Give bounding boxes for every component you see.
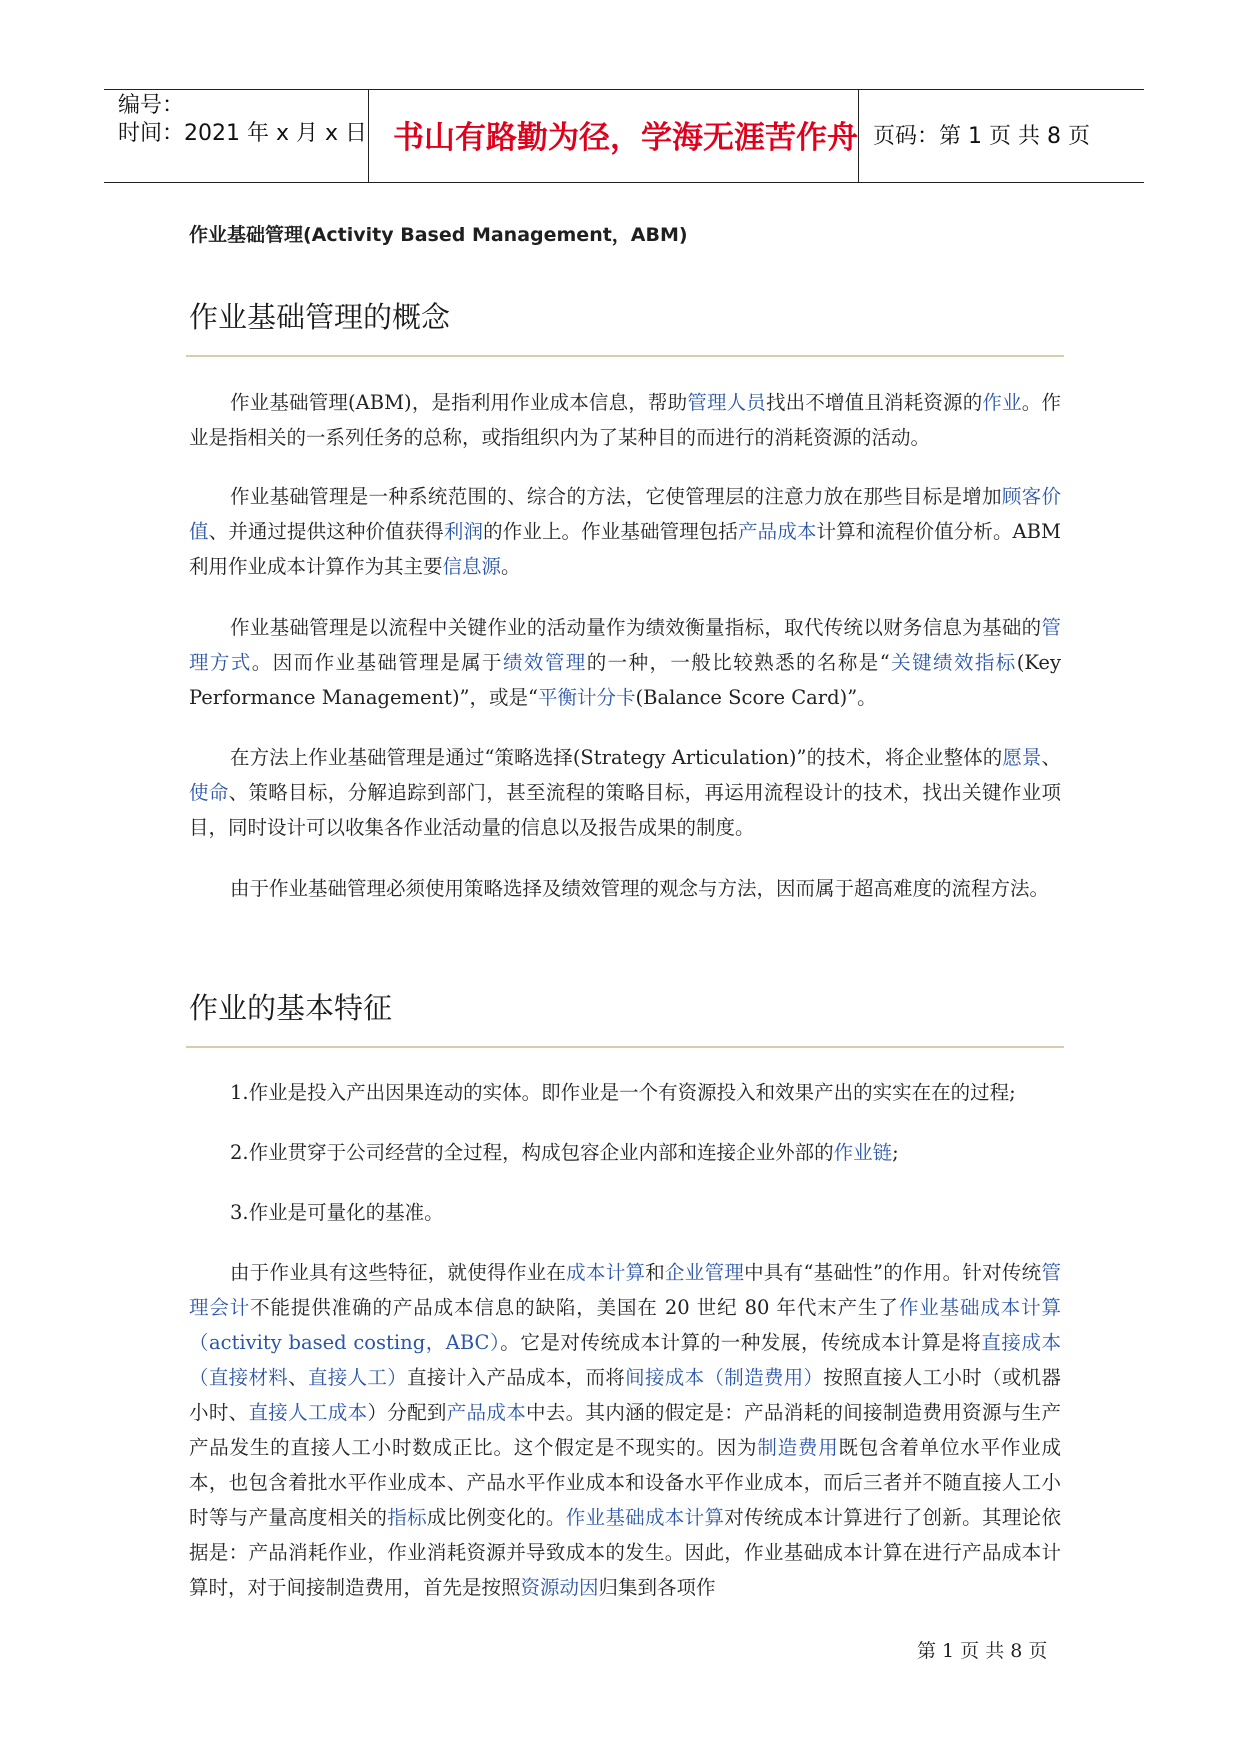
paragraph-5 (189, 871, 1061, 906)
paragraph-text: 按照直接人工小时（或机器小时、 (189, 1366, 1061, 1424)
inline-link[interactable]: 绩效管理 (502, 651, 587, 674)
paragraph-text: 直接计入产品成本，而将 (407, 1366, 626, 1389)
inline-link[interactable]: 产品成本 (446, 1401, 527, 1424)
paragraph-4 (189, 740, 1061, 845)
section-rule-concept (186, 355, 1064, 357)
inline-link[interactable]: 作业基础成本计算（activity based costing，ABC） (189, 1296, 1061, 1354)
paragraph-text: 由于作业具有这些特征，就使得作业在 (230, 1261, 567, 1284)
list-item-2 (230, 1135, 1070, 1170)
header-page-label: 页码：第 1 页 共 8 页 (873, 124, 1090, 149)
inline-link[interactable]: 直接人工） (307, 1366, 408, 1389)
paragraph-text: 找出不增值且消耗资源的 (765, 391, 983, 414)
paragraph-2 (189, 479, 1061, 584)
paragraph-text: 计算和流程价值分析。ABM 利用作业成本计算作为其主要 (189, 520, 1061, 578)
header-time-label: 时间：2021 年 x 月 x 日 (118, 121, 367, 146)
document-title: 作业基础管理(Activity Based Management，ABM) (189, 224, 688, 246)
inline-link[interactable]: 愿景 (1002, 746, 1042, 769)
inline-link[interactable]: 产品成本 (738, 520, 817, 543)
paragraph-text: 归集到各项作 (598, 1576, 716, 1599)
paragraph-text: 和 (645, 1261, 666, 1284)
inline-link[interactable]: 作业基础成本计算 (565, 1506, 725, 1529)
section-heading-concept: 作业基础管理的概念 (189, 300, 451, 334)
paragraph-text: 中去。其内涵的假定是：产品消耗的间接制造费用资源与生产产品发生的直接人工小时数成正比。这个假定是不现实的。因为 (189, 1401, 1061, 1459)
paragraph-text: 对传统成本计算进行了创新。其理论依据是：产品消耗作业，作业消耗资源并导致成本的发生。因此，作业基础成本计算在进行产品成本计算时，对于间接制造费用，首先是按照 (189, 1506, 1061, 1599)
inline-link[interactable]: 资源动因 (520, 1576, 599, 1599)
section-heading-features: 作业的基本特征 (189, 991, 393, 1025)
paragraph-text: 中具有“基础性”的作用。针对传统 (744, 1261, 1042, 1284)
paragraph-text: 在方法上作业基础管理是通过“策略选择(Strategy Articulation)”的技术，将企业整体的 (230, 746, 1003, 769)
inline-link[interactable]: 管理会计 (189, 1261, 1061, 1319)
inline-link[interactable]: 制造费用 (757, 1436, 839, 1459)
paragraph-text: ; (892, 1141, 899, 1164)
header-divider-left (368, 90, 369, 183)
paragraph-text: 作业基础管理(ABM)，是指利用作业成本信息，帮助 (230, 391, 688, 414)
paragraph-text: ）分配到 (367, 1401, 447, 1424)
paragraph-text: 成比例变化的。 (426, 1506, 566, 1529)
header-number-label: 编号： (118, 93, 185, 118)
paragraph-text: 2.作业贯穿于公司经营的全过程，构成包容企业内部和连接企业外部的 (230, 1141, 834, 1164)
paragraph-text: 由于作业基础管理必须使用策略选择及绩效管理的观念与方法，因而属于超高难度的流程方法。 (230, 877, 1050, 900)
list-item-1 (230, 1075, 1070, 1110)
inline-link[interactable]: 指标 (387, 1506, 427, 1529)
paragraph-1 (189, 385, 1061, 455)
paragraph-6 (189, 1255, 1061, 1605)
inline-link[interactable]: 管理人员 (687, 391, 766, 414)
inline-link[interactable]: 关键绩效指标 (889, 651, 1017, 674)
inline-link[interactable]: 企业管理 (665, 1261, 745, 1284)
paragraph-text: 。 (501, 555, 521, 578)
inline-link[interactable]: 间接成本（制造费用） (625, 1366, 824, 1389)
paragraph-text: (Key Performance Management)”，或是“ (189, 651, 1061, 709)
section-rule-features (186, 1046, 1064, 1048)
paragraph-text: 不能提供准确的产品成本信息的缺陷，美国在 20 世纪 80 年代末产生了 (250, 1296, 899, 1319)
page-footer: 第 1 页 共 8 页 (917, 1640, 1048, 1662)
inline-link[interactable]: 作业链 (833, 1141, 893, 1164)
paragraph-text: 。因而作业基础管理是属于 (251, 651, 503, 674)
inline-link[interactable]: 使命 (189, 781, 229, 804)
paragraph-text: 1.作业是投入产出因果连动的实体。即作业是一个有资源投入和效果产出的实实在在的过程; (230, 1081, 1016, 1104)
inline-link[interactable]: 利润 (443, 520, 484, 543)
paragraph-text: 、并通过提供这种价值获得 (208, 520, 444, 543)
paragraph-text: 既包含着单位水平作业成本，也包含着批水平作业成本、产品水平作业成本和设备水平作业成本，而后三者并不随直接人工小时等与产量高度相关的 (189, 1436, 1061, 1529)
inline-link[interactable]: 平衡计分卡 (538, 686, 636, 709)
paragraph-text: 的一种，一般比较熟悉的名称是“ (586, 651, 890, 674)
inline-link[interactable]: 直接人工成本 (248, 1401, 368, 1424)
inline-link[interactable]: 直接成本（直接材料 (189, 1331, 1061, 1389)
header-top-rule (104, 89, 1144, 90)
header-bottom-rule (104, 182, 1144, 183)
list-item-3 (230, 1195, 1070, 1230)
inline-link[interactable]: 作业 (982, 391, 1022, 414)
paragraph-text: 作业基础管理是一种系统范围的、综合的方法，它使管理层的注意力放在那些目标是增加 (230, 485, 1002, 508)
header-motto: 书山有路勤为径，学海无涯苦作舟 (393, 120, 858, 156)
paragraph-text: 3.作业是可量化的基准。 (230, 1201, 444, 1224)
paragraph-text: 、策略目标，分解追踪到部门，甚至流程的策略目标，再运用流程设计的技术，找出关键作业项目，同时设计可以收集各作业活动量的信息以及报告成果的制度。 (189, 781, 1061, 839)
paragraph-text: 、 (1041, 746, 1061, 769)
inline-link[interactable]: 成本计算 (566, 1261, 646, 1284)
inline-link[interactable]: 顾客价值 (189, 485, 1061, 543)
paragraph-text: 作业基础管理是以流程中关键作业的活动量作为绩效衡量指标，取代传统以财务信息为基础的 (230, 616, 1042, 639)
inline-link[interactable]: 管理方式 (189, 616, 1061, 674)
paragraph-text: (Balance Score Card)”。 (635, 686, 877, 709)
inline-link[interactable]: 信息源 (442, 555, 502, 578)
paragraph-text: 、 (288, 1366, 308, 1389)
paragraph-text: 。它是对传统成本计算的一种发展，传统成本计算是将 (500, 1331, 982, 1354)
paragraph-3 (189, 610, 1061, 715)
header-divider-right (858, 90, 859, 183)
paragraph-text: 。作业是指相关的一系列任务的总称，或指组织内为了某种目的而进行的消耗资源的活动。 (189, 391, 1061, 449)
paragraph-text: 的作业上。作业基础管理包括 (483, 520, 739, 543)
